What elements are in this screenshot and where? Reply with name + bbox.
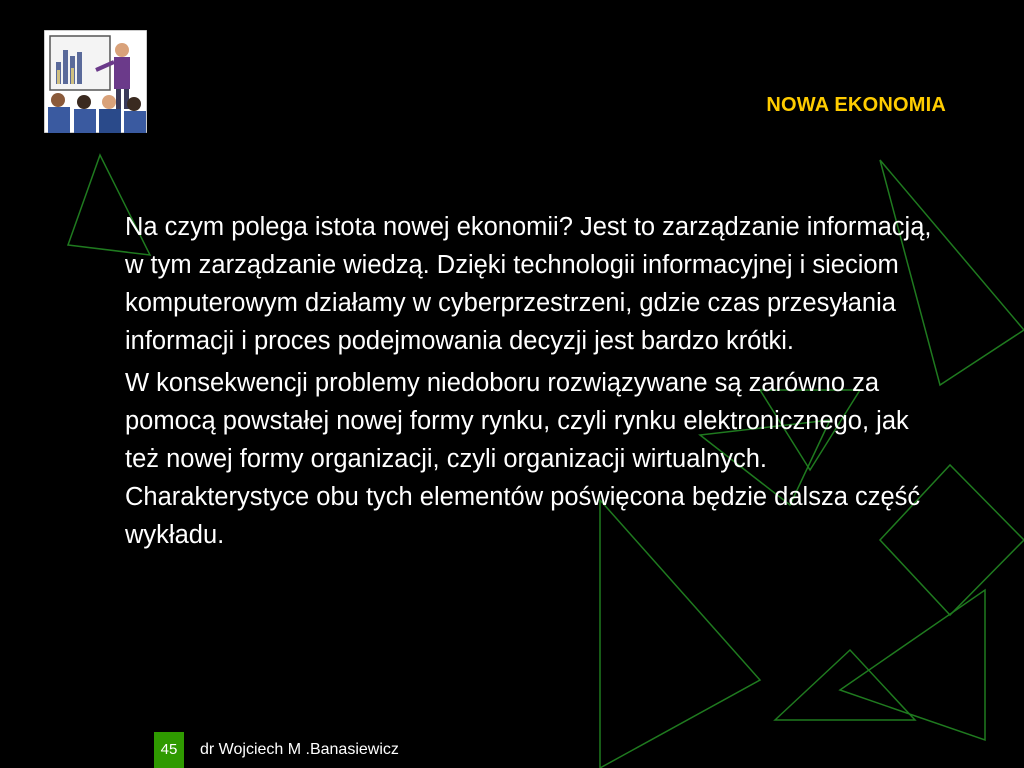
- presentation-logo: [44, 30, 147, 133]
- presentation-clipart-icon: [44, 30, 147, 133]
- author-footer: dr Wojciech M .Banasiewicz: [200, 741, 399, 758]
- paragraph: W konsekwencji problemy niedoboru rozwiązywane są zarówno za pomocą powstałej nowej formy rynku, czyli rynku elektronicznego, jak też nowej formy organizacji, czyli organizacji wirtualnych. Charakterystyce obu tych elementów poświęcona będzie dalsza część wykładu.: [125, 369, 921, 549]
- paragraph: Na czym polega istota nowej ekonomii? Jest to zarządzanie informacją, w tym zarządzanie wiedzą. Dzięki technologii informacyjnej i sieciom komputerowym działamy w cyberprzestrzeni, gdzie czas przesyłania informacji i proces podejmowania decyzji jest bardzo krótki.: [125, 213, 932, 355]
- slide-title: NOWA EKONOMIA: [766, 94, 946, 116]
- slide-body: [125, 208, 935, 558]
- page-number-badge: 45: [154, 732, 184, 768]
